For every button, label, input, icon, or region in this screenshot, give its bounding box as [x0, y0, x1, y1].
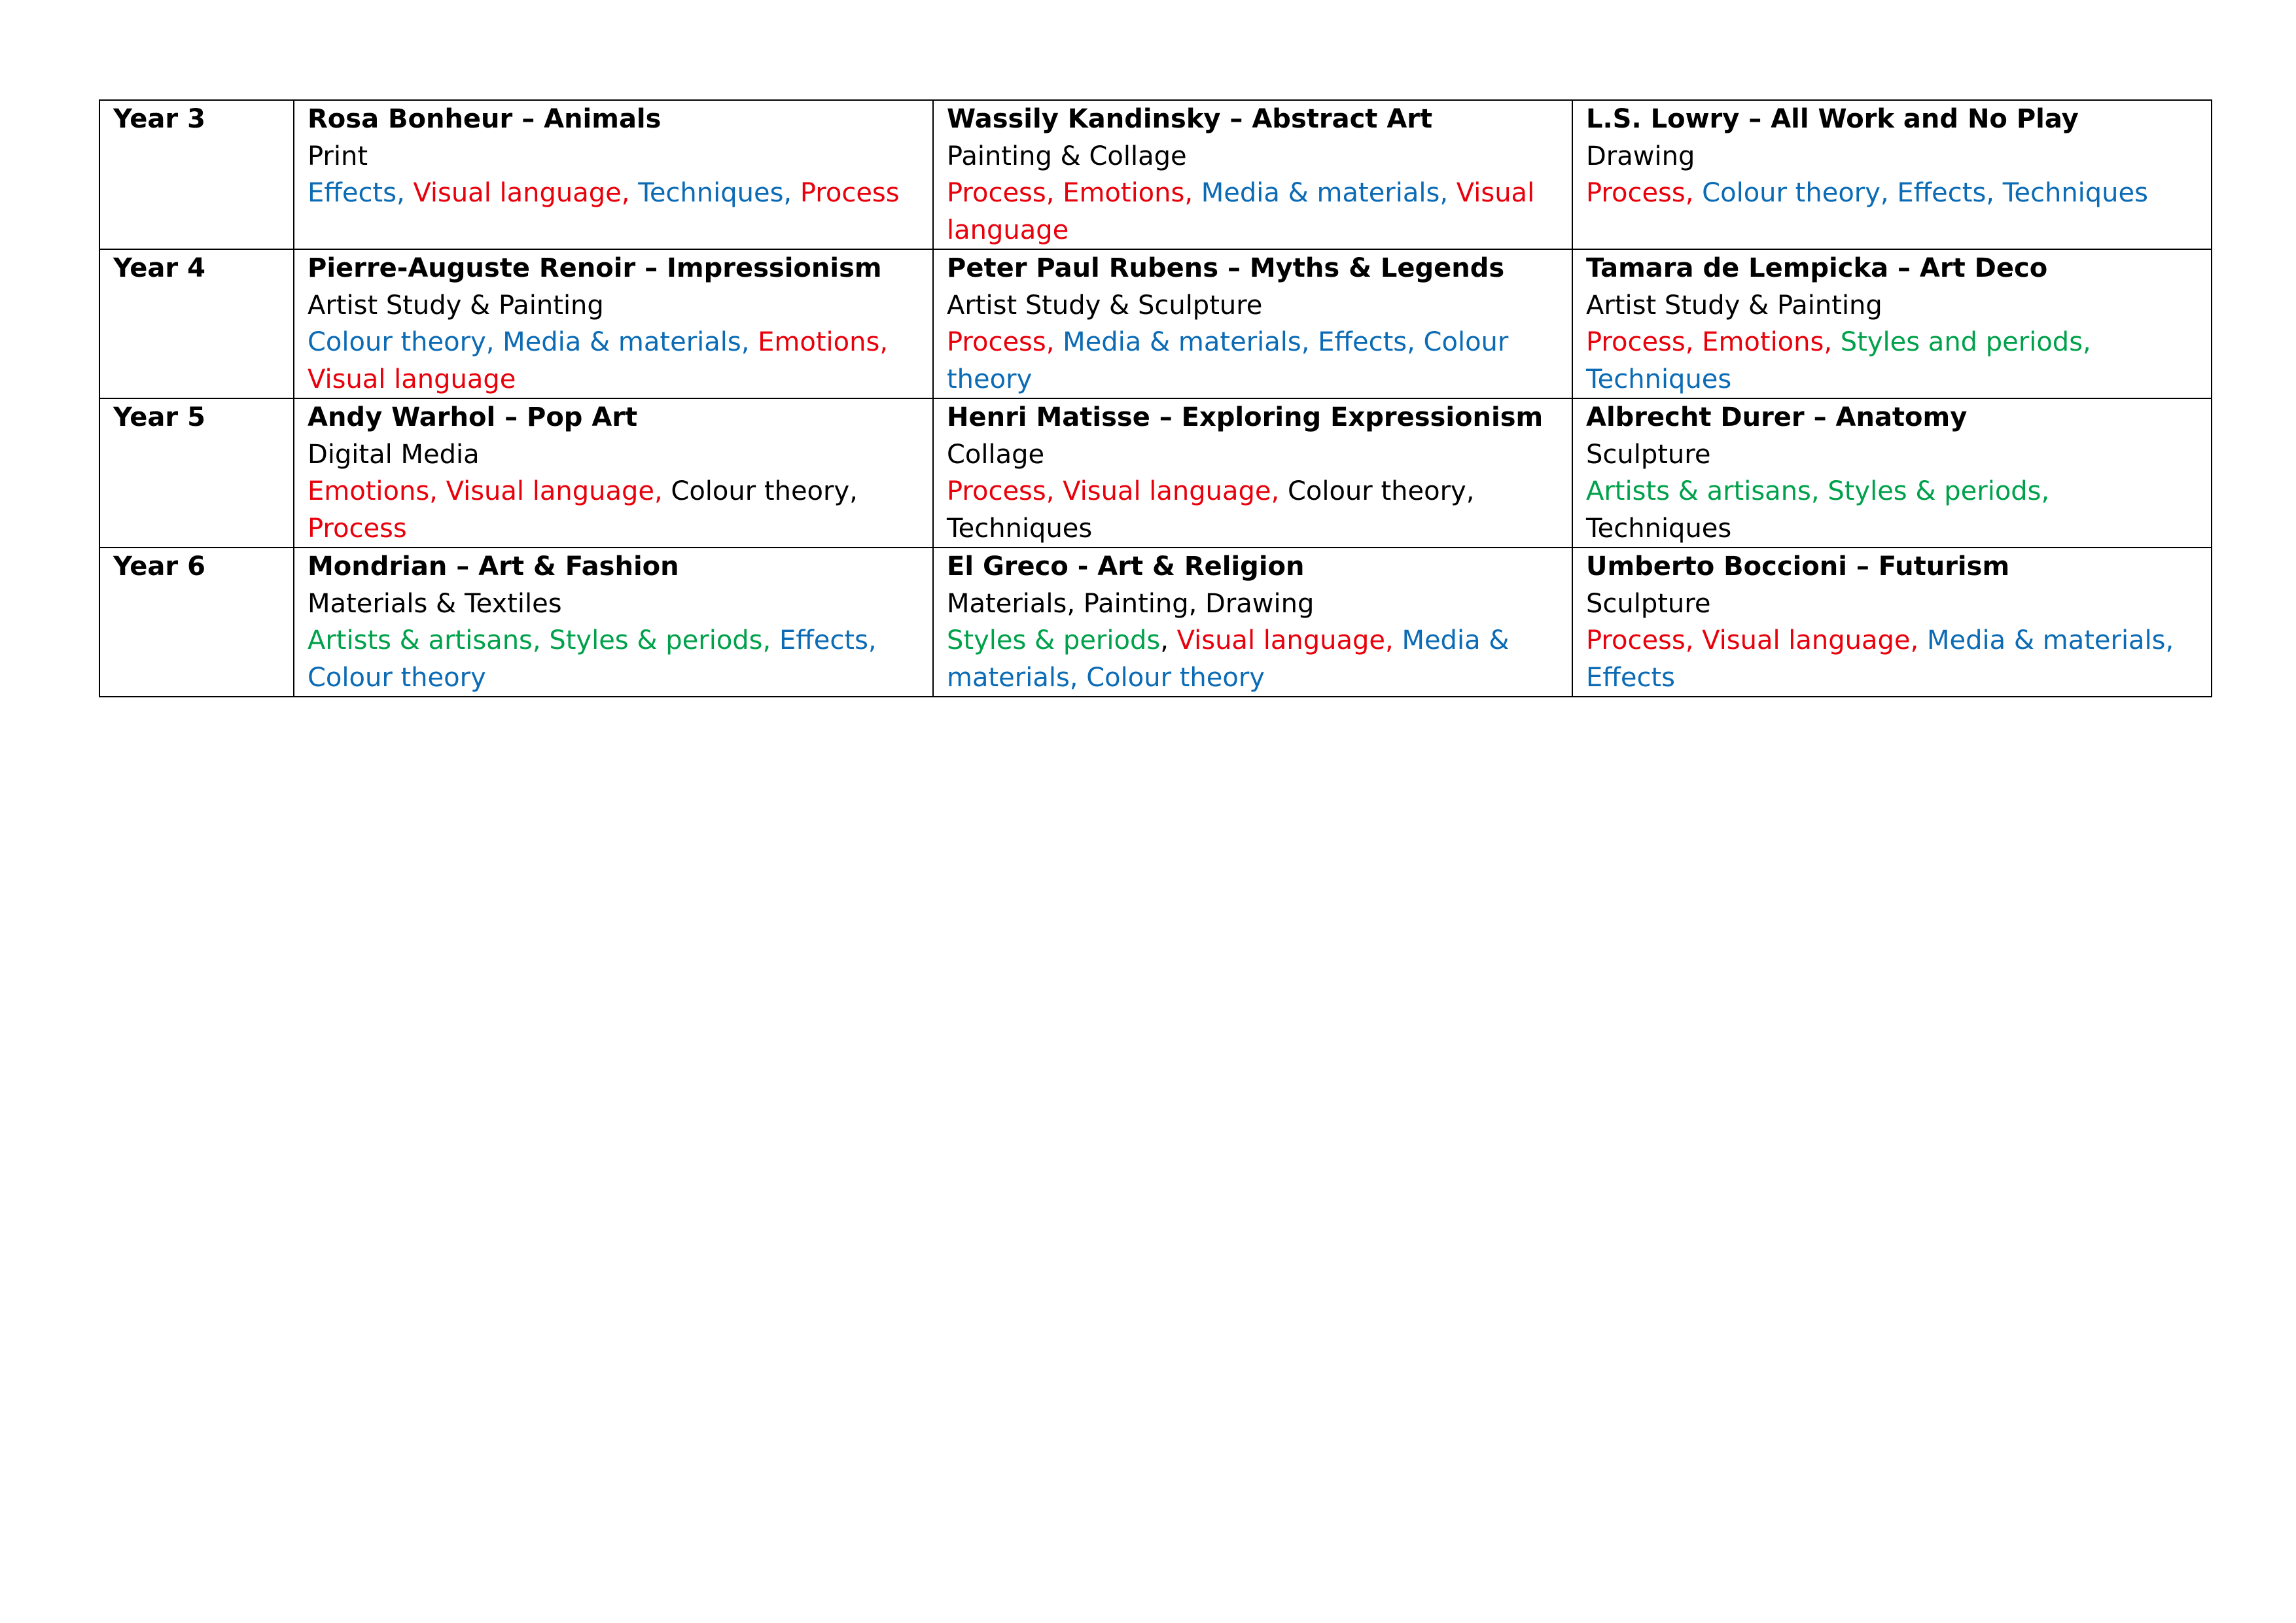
skill-tag: Styles & periods,	[1828, 476, 2058, 506]
skill-tag: Styles & periods	[947, 625, 1161, 655]
unit-cell	[1572, 249, 2212, 398]
unit-medium: Artist Study & Sculpture	[947, 290, 1263, 321]
skill-tag: Artists & artisans,	[1586, 476, 1828, 506]
skill-tag: Process,	[947, 178, 1063, 208]
skill-tag: Colour theory	[947, 327, 1517, 394]
skill-tag: ,	[1160, 625, 1177, 655]
unit-tags	[947, 324, 1559, 398]
skill-tag: Styles & periods,	[549, 625, 779, 655]
unit-cell	[294, 398, 933, 548]
skill-tag: Artists & artisans,	[308, 625, 550, 655]
skill-tag: Emotions,	[1702, 327, 1841, 357]
unit-title: Rosa Bonheur – Animals	[308, 104, 662, 134]
skill-tag: Techniques	[1586, 364, 1732, 394]
unit-title: Wassily Kandinsky – Abstract Art	[947, 104, 1433, 134]
skill-tag: Colour theory,	[1702, 178, 1898, 208]
skill-tag: Styles and periods,	[1840, 327, 2100, 357]
unit-title: Peter Paul Rubens – Myths & Legends	[947, 253, 1505, 283]
skill-tag: Media & materials,	[947, 625, 1518, 693]
unit-cell	[294, 548, 933, 697]
unit-tags	[308, 324, 919, 398]
skill-tag: Media & materials,	[1201, 178, 1457, 208]
unit-medium: Sculpture	[1586, 588, 1711, 619]
unit-title: Mondrian – Art & Fashion	[308, 551, 679, 582]
skill-tag: Emotions,	[1063, 178, 1201, 208]
skill-tag: Visual language,	[446, 476, 671, 506]
skill-tag: Visual language,	[1063, 476, 1288, 506]
unit-tags	[947, 175, 1559, 249]
unit-title: Tamara de Lempicka – Art Deco	[1586, 253, 2048, 283]
unit-medium: Materials & Textiles	[308, 588, 562, 619]
table-row	[99, 249, 2212, 398]
table-row	[99, 398, 2212, 548]
unit-title: Umberto Boccioni – Futurism	[1586, 551, 2010, 582]
unit-cell	[933, 100, 1572, 249]
skill-tag: Media & materials,	[503, 327, 758, 357]
skill-tag: Emotions,	[758, 327, 896, 357]
skill-tag: Colour theory	[308, 662, 486, 693]
skill-tag: Effects,	[1897, 178, 2003, 208]
skill-tag: Emotions,	[308, 476, 446, 506]
skill-tag: Visual language,	[1702, 625, 1927, 655]
unit-medium: Print	[308, 141, 368, 171]
skill-tag: Effects,	[308, 178, 414, 208]
unit-cell	[933, 249, 1572, 398]
unit-tags	[1586, 324, 2198, 398]
unit-medium: Artist Study & Painting	[1586, 290, 1882, 321]
skill-tag: Process	[308, 513, 407, 544]
unit-cell	[294, 249, 933, 398]
skill-tag: Visual language,	[413, 178, 639, 208]
year-label: Year 5	[99, 398, 294, 548]
unit-tags	[1586, 473, 2198, 547]
unit-title: El Greco - Art & Religion	[947, 551, 1305, 582]
skill-tag: Techniques	[2002, 178, 2148, 208]
unit-title: Andy Warhol – Pop Art	[308, 402, 638, 432]
unit-medium: Artist Study & Painting	[308, 290, 604, 321]
unit-tags	[308, 175, 919, 212]
unit-medium: Painting & Collage	[947, 141, 1187, 171]
unit-medium: Collage	[947, 439, 1045, 470]
unit-cell	[294, 100, 933, 249]
unit-tags	[947, 473, 1559, 547]
unit-title: Pierre-Auguste Renoir – Impressionism	[308, 253, 882, 283]
unit-title: Albrecht Durer – Anatomy	[1586, 402, 1968, 432]
unit-tags	[308, 622, 919, 696]
skill-tag: Techniques,	[638, 178, 800, 208]
unit-cell	[1572, 398, 2212, 548]
unit-medium: Drawing	[1586, 141, 1695, 171]
table-row	[99, 100, 2212, 249]
skill-tag: Visual language	[308, 364, 516, 394]
unit-medium: Materials, Painting, Drawing	[947, 588, 1315, 619]
unit-cell	[1572, 100, 2212, 249]
table-body	[99, 100, 2212, 697]
skill-tag: Visual language	[947, 178, 1543, 245]
unit-tags	[947, 622, 1559, 696]
skill-tag: Techniques	[947, 513, 1093, 544]
unit-tags	[1586, 175, 2198, 212]
skill-tag: Media & materials,	[1926, 625, 2182, 655]
skill-tag: Process,	[1586, 178, 1703, 208]
unit-tags	[308, 473, 919, 547]
skill-tag: Colour theory,	[308, 327, 503, 357]
year-label: Year 4	[99, 249, 294, 398]
skill-tag: Process,	[947, 327, 1063, 357]
skill-tag: Techniques	[1586, 513, 1732, 544]
skill-tag: Effects	[1586, 662, 1675, 693]
unit-title: Henri Matisse – Exploring Expressionism	[947, 402, 1544, 432]
skill-tag: Colour theory,	[1287, 476, 1483, 506]
unit-title: L.S. Lowry – All Work and No Play	[1586, 104, 2079, 134]
skill-tag: Process,	[947, 476, 1063, 506]
skill-tag: Effects,	[779, 625, 885, 655]
year-label: Year 6	[99, 548, 294, 697]
unit-medium: Sculpture	[1586, 439, 1711, 470]
art-curriculum-table	[99, 99, 2212, 697]
skill-tag: Colour theory	[1086, 662, 1265, 693]
unit-tags	[1586, 622, 2198, 696]
skill-tag: Effects,	[1318, 327, 1424, 357]
skill-tag: Visual language,	[1176, 625, 1402, 655]
unit-medium: Digital Media	[308, 439, 480, 470]
skill-tag: Process,	[1586, 327, 1703, 357]
skill-tag: Process	[800, 178, 900, 208]
skill-tag: Colour theory,	[671, 476, 866, 506]
unit-cell	[933, 398, 1572, 548]
unit-cell	[933, 548, 1572, 697]
year-label: Year 3	[99, 100, 294, 249]
skill-tag: Process,	[1586, 625, 1703, 655]
table-row	[99, 548, 2212, 697]
unit-cell	[1572, 548, 2212, 697]
skill-tag: Media & materials,	[1063, 327, 1318, 357]
